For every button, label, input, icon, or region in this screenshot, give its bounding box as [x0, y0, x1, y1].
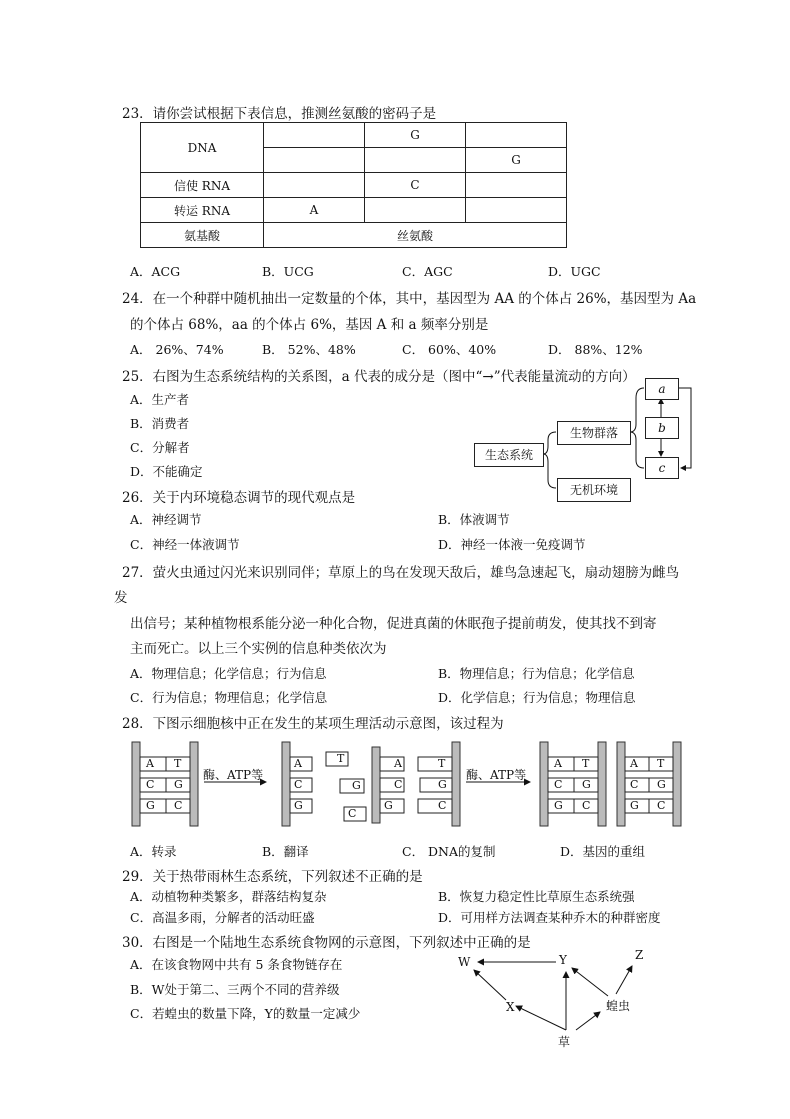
base-a: A — [630, 757, 638, 770]
q30-option-a: A．在该食物网中共有 5 条食物链存在 — [130, 957, 343, 972]
base-g: G — [554, 799, 563, 812]
base-g: G — [294, 799, 303, 812]
q27-stem-line3: 出信号；某种植物根系能分泌一种化合物，促进真菌的休眠孢子提前萌发，使其找不到寄 — [130, 616, 657, 632]
q27-option-b: B．物理信息；行为信息；化学信息 — [438, 666, 635, 681]
q28-option-a: A．转录 — [130, 844, 177, 859]
q28-option-c: C． DNA的复制 — [402, 844, 496, 859]
dna-label: DNA — [141, 123, 264, 173]
base-c: C — [554, 778, 563, 791]
food-web-node-z: Z — [635, 948, 644, 962]
q24-option-b: B． 52%、48% — [262, 342, 356, 357]
base-g: G — [352, 779, 361, 792]
base-c: C — [174, 799, 183, 812]
q26-stem: 26．关于内环境稳态调节的现代观点是 — [122, 490, 356, 506]
food-web-node-x: X — [506, 1000, 515, 1014]
q26-option-c: C．神经一体液调节 — [130, 537, 240, 552]
dna-g1: G — [365, 123, 466, 148]
base-c: C — [394, 778, 403, 791]
q26-option-d: D．神经一体液一免疫调节 — [438, 537, 586, 552]
food-web-node-w: W — [458, 955, 471, 969]
q28-stem: 28．下图示细胞核中正在发生的某项生理活动示意图，该过程为 — [122, 716, 504, 732]
q29-option-c: C．高温多雨，分解者的活动旺盛 — [130, 910, 315, 925]
base-a: A — [294, 757, 302, 770]
base-t: T — [174, 757, 182, 770]
q23-option-c: C．AGC — [402, 264, 453, 279]
food-web-node-locust: 蝗虫 — [606, 999, 631, 1013]
q24-option-a: A． 26%、74% — [130, 342, 224, 357]
q24-stem-line2: 的个体占 68%，aa 的个体占 6%，基因 A 和 a 频率分别是 — [130, 317, 489, 333]
q23-option-a: A．ACG — [130, 264, 181, 279]
base-t: T — [337, 752, 345, 765]
abiotic-box: 无机环境 — [557, 478, 631, 502]
base-a: A — [146, 757, 154, 770]
q27-option-d: D．化学信息；行为信息；物理信息 — [438, 690, 636, 705]
q30-option-b: B．W处于第二、三两个不同的营养级 — [130, 982, 340, 997]
q29-option-b: B．恢复力稳定性比草原生态系统强 — [438, 889, 635, 904]
mrna-label: 信使 RNA — [141, 173, 264, 198]
q25-stem: 25．右图为生态系统结构的关系图，a 代表的成分是（图中“→”代表能量流动的方向） — [122, 369, 636, 385]
aa-value: 丝氨酸 — [264, 223, 567, 248]
dna-g2: G — [466, 148, 567, 173]
base-c: C — [294, 778, 303, 791]
aa-label: 氨基酸 — [141, 223, 264, 248]
q27-stem-line4: 主而死亡。以上三个实例的信息种类依次为 — [130, 641, 387, 657]
mrna-c: C — [365, 173, 466, 198]
q25-option-d: D．不能确定 — [130, 464, 203, 479]
q30-stem: 30．右图是一个陆地生态系统食物网的示意图，下列叙述中正确的是 — [122, 935, 531, 951]
base-c: C — [438, 799, 447, 812]
base-c: C — [630, 778, 639, 791]
trna-a: A — [264, 198, 365, 223]
trna-label: 转运 RNA — [141, 198, 264, 223]
q23-stem: 23．请你尝试根据下表信息，推测丝氨酸的密码子是 — [122, 106, 437, 122]
q28-option-d: D．基因的重组 — [560, 844, 646, 859]
arrow-label-1: 酶、ATP等 — [203, 768, 264, 782]
base-a: A — [394, 757, 402, 770]
q27-stem-line1: 27．萤火虫通过闪光来识别同伴；草原上的鸟在发现天敌后，雄鸟急速起飞，扇动翅膀为雌鸟 — [122, 565, 680, 581]
q30-option-c: C．若蝗虫的数量下降，Y的数量一定减少 — [130, 1006, 361, 1021]
q24-stem-line1: 24．在一个种群中随机抽出一定数量的个体，其中，基因型为 AA 的个体占 26%，基因型为 Aa — [122, 291, 697, 307]
base-t: T — [657, 757, 665, 770]
node-b: b — [645, 417, 679, 439]
arrow-label-2: 酶、ATP等 — [466, 768, 527, 782]
base-c: C — [146, 778, 155, 791]
base-c: C — [348, 807, 357, 820]
community-box: 生物群落 — [557, 421, 631, 445]
base-g: G — [630, 799, 639, 812]
node-a: a — [645, 378, 679, 400]
base-t: T — [438, 757, 446, 770]
base-g: G — [657, 778, 666, 791]
q27-stem-line2: 发 — [114, 590, 128, 606]
q24-option-c: C． 60%、40% — [402, 342, 497, 357]
q25-option-b: B．消费者 — [130, 416, 190, 431]
ecosystem-box: 生态系统 — [474, 443, 544, 467]
q26-option-b: B．体液调节 — [438, 512, 510, 527]
q25-option-a: A．生产者 — [130, 392, 190, 407]
base-c: C — [657, 799, 666, 812]
q25-option-c: C．分解者 — [130, 440, 190, 455]
node-c: c — [645, 457, 679, 479]
q23-option-d: D．UGC — [548, 264, 601, 279]
base-a: A — [554, 757, 562, 770]
base-g: G — [174, 778, 183, 791]
q26-option-a: A．神经调节 — [130, 512, 202, 527]
food-web-node-grass: 草 — [558, 1035, 571, 1049]
base-c: C — [582, 799, 591, 812]
q29-option-d: D．可用样方法调查某种乔木的种群密度 — [438, 910, 661, 925]
base-t: T — [582, 757, 590, 770]
base-g: G — [438, 778, 447, 791]
q24-option-d: D． 88%、12% — [548, 342, 643, 357]
q29-stem: 29．关于热带雨林生态系统，下列叙述不正确的是 — [122, 869, 423, 885]
q28-option-b: B．翻译 — [262, 844, 309, 859]
base-g: G — [146, 799, 155, 812]
q23-option-b: B．UCG — [262, 264, 314, 279]
q29-option-a: A．动植物种类繁多，群落结构复杂 — [130, 889, 327, 904]
q27-option-a: A．物理信息；化学信息；行为信息 — [130, 666, 327, 681]
q27-option-c: C．行为信息；物理信息；化学信息 — [130, 690, 328, 705]
base-g: G — [384, 799, 393, 812]
base-g: G — [582, 778, 591, 791]
food-web-node-y: Y — [559, 953, 567, 967]
